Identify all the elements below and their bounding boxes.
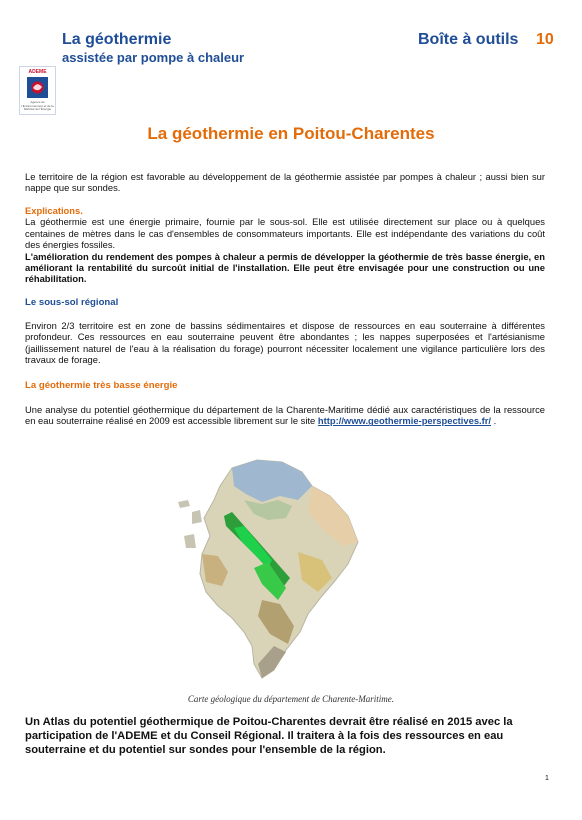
tbe-paragraph bbox=[25, 404, 545, 427]
explications-label: Explications. bbox=[25, 205, 83, 216]
ademe-logo bbox=[19, 66, 56, 115]
explications-text: La géothermie est une énergie primaire, fournie par le sous-sol. Elle est utilisée directement sur place ou à quelques centaines de mètres dans le cas d'ensembles de consommateurs importants. Elle est indépendante des variations du coût des énergies fossiles. bbox=[25, 216, 545, 251]
geological-map bbox=[162, 456, 424, 684]
tbe-heading: La géothermie très basse énergie bbox=[25, 380, 178, 391]
tbe-text: Une analyse du potentiel géothermique du département de la Charente-Maritime dédié aux caractéristiques de la ressource en eau souterraine réalisé en 2009 est accessible librement sur le site bbox=[25, 404, 545, 427]
conclusion-paragraph: Un Atlas du potentiel géothermique de Poitou-Charentes devrait être réalisé en 2015 avec la participation de l'ADEME et du Conseil Régional. Il traitera à la fois des ressources en eau souterraine et du potentiel sur sondes pour l'ensemble de la région. bbox=[25, 716, 513, 756]
sous-sol-text: Environ 2/3 territoire est en zone de bassins sédimentaires et dispose de ressources en eau souterraine à différentes profondeur. Ces ressources en eau souterraine peuvent être abondantes ; les nappes superposées et l'artésianisme (jaillissement naturel de l'eau à la réalisation du forage) pourront nécessiter localement une vigilance particulière lors des travaux de forage. bbox=[25, 320, 545, 366]
page-number: 1 bbox=[545, 775, 549, 782]
header-title: La géothermie bbox=[62, 31, 172, 48]
sous-sol-heading: Le sous-sol régional bbox=[25, 297, 119, 308]
header-subtitle: assistée par pompe à chaleur bbox=[62, 50, 245, 65]
map-caption: Carte géologique du département de Charente-Maritime. bbox=[187, 694, 395, 704]
explications-bold-text: L'amélioration du rendement des pompes à chaleur a permis de développer la géothermie de très basse énergie, en améliorant la rentabilité du surcoût initial de l'installation. Elle peut être envisagée pour une construction ou une réhabilitation. bbox=[25, 250, 545, 285]
geothermie-perspectives-link[interactable]: http://www.geothermie-perspectives.fr/ bbox=[317, 415, 492, 427]
page-title: La géothermie en Poitou-Charentes bbox=[147, 124, 435, 143]
ademe-emblem-icon bbox=[27, 77, 48, 98]
tbe-after-link: . bbox=[491, 415, 497, 427]
logo-tagline: Agence de l'Environnement et de la Maîtrise de l'Énergie bbox=[21, 100, 54, 111]
logo-name: ADEME bbox=[28, 69, 47, 75]
explications-block bbox=[25, 205, 545, 285]
header-sheet-number: 10 bbox=[536, 31, 554, 48]
header-section-label: Boîte à outils bbox=[418, 31, 519, 48]
intro-paragraph: Le territoire de la région est favorable au développement de la géothermie assistée par pompes à chaleur ; aussi bien sur nappe que sur sondes. bbox=[25, 171, 545, 194]
